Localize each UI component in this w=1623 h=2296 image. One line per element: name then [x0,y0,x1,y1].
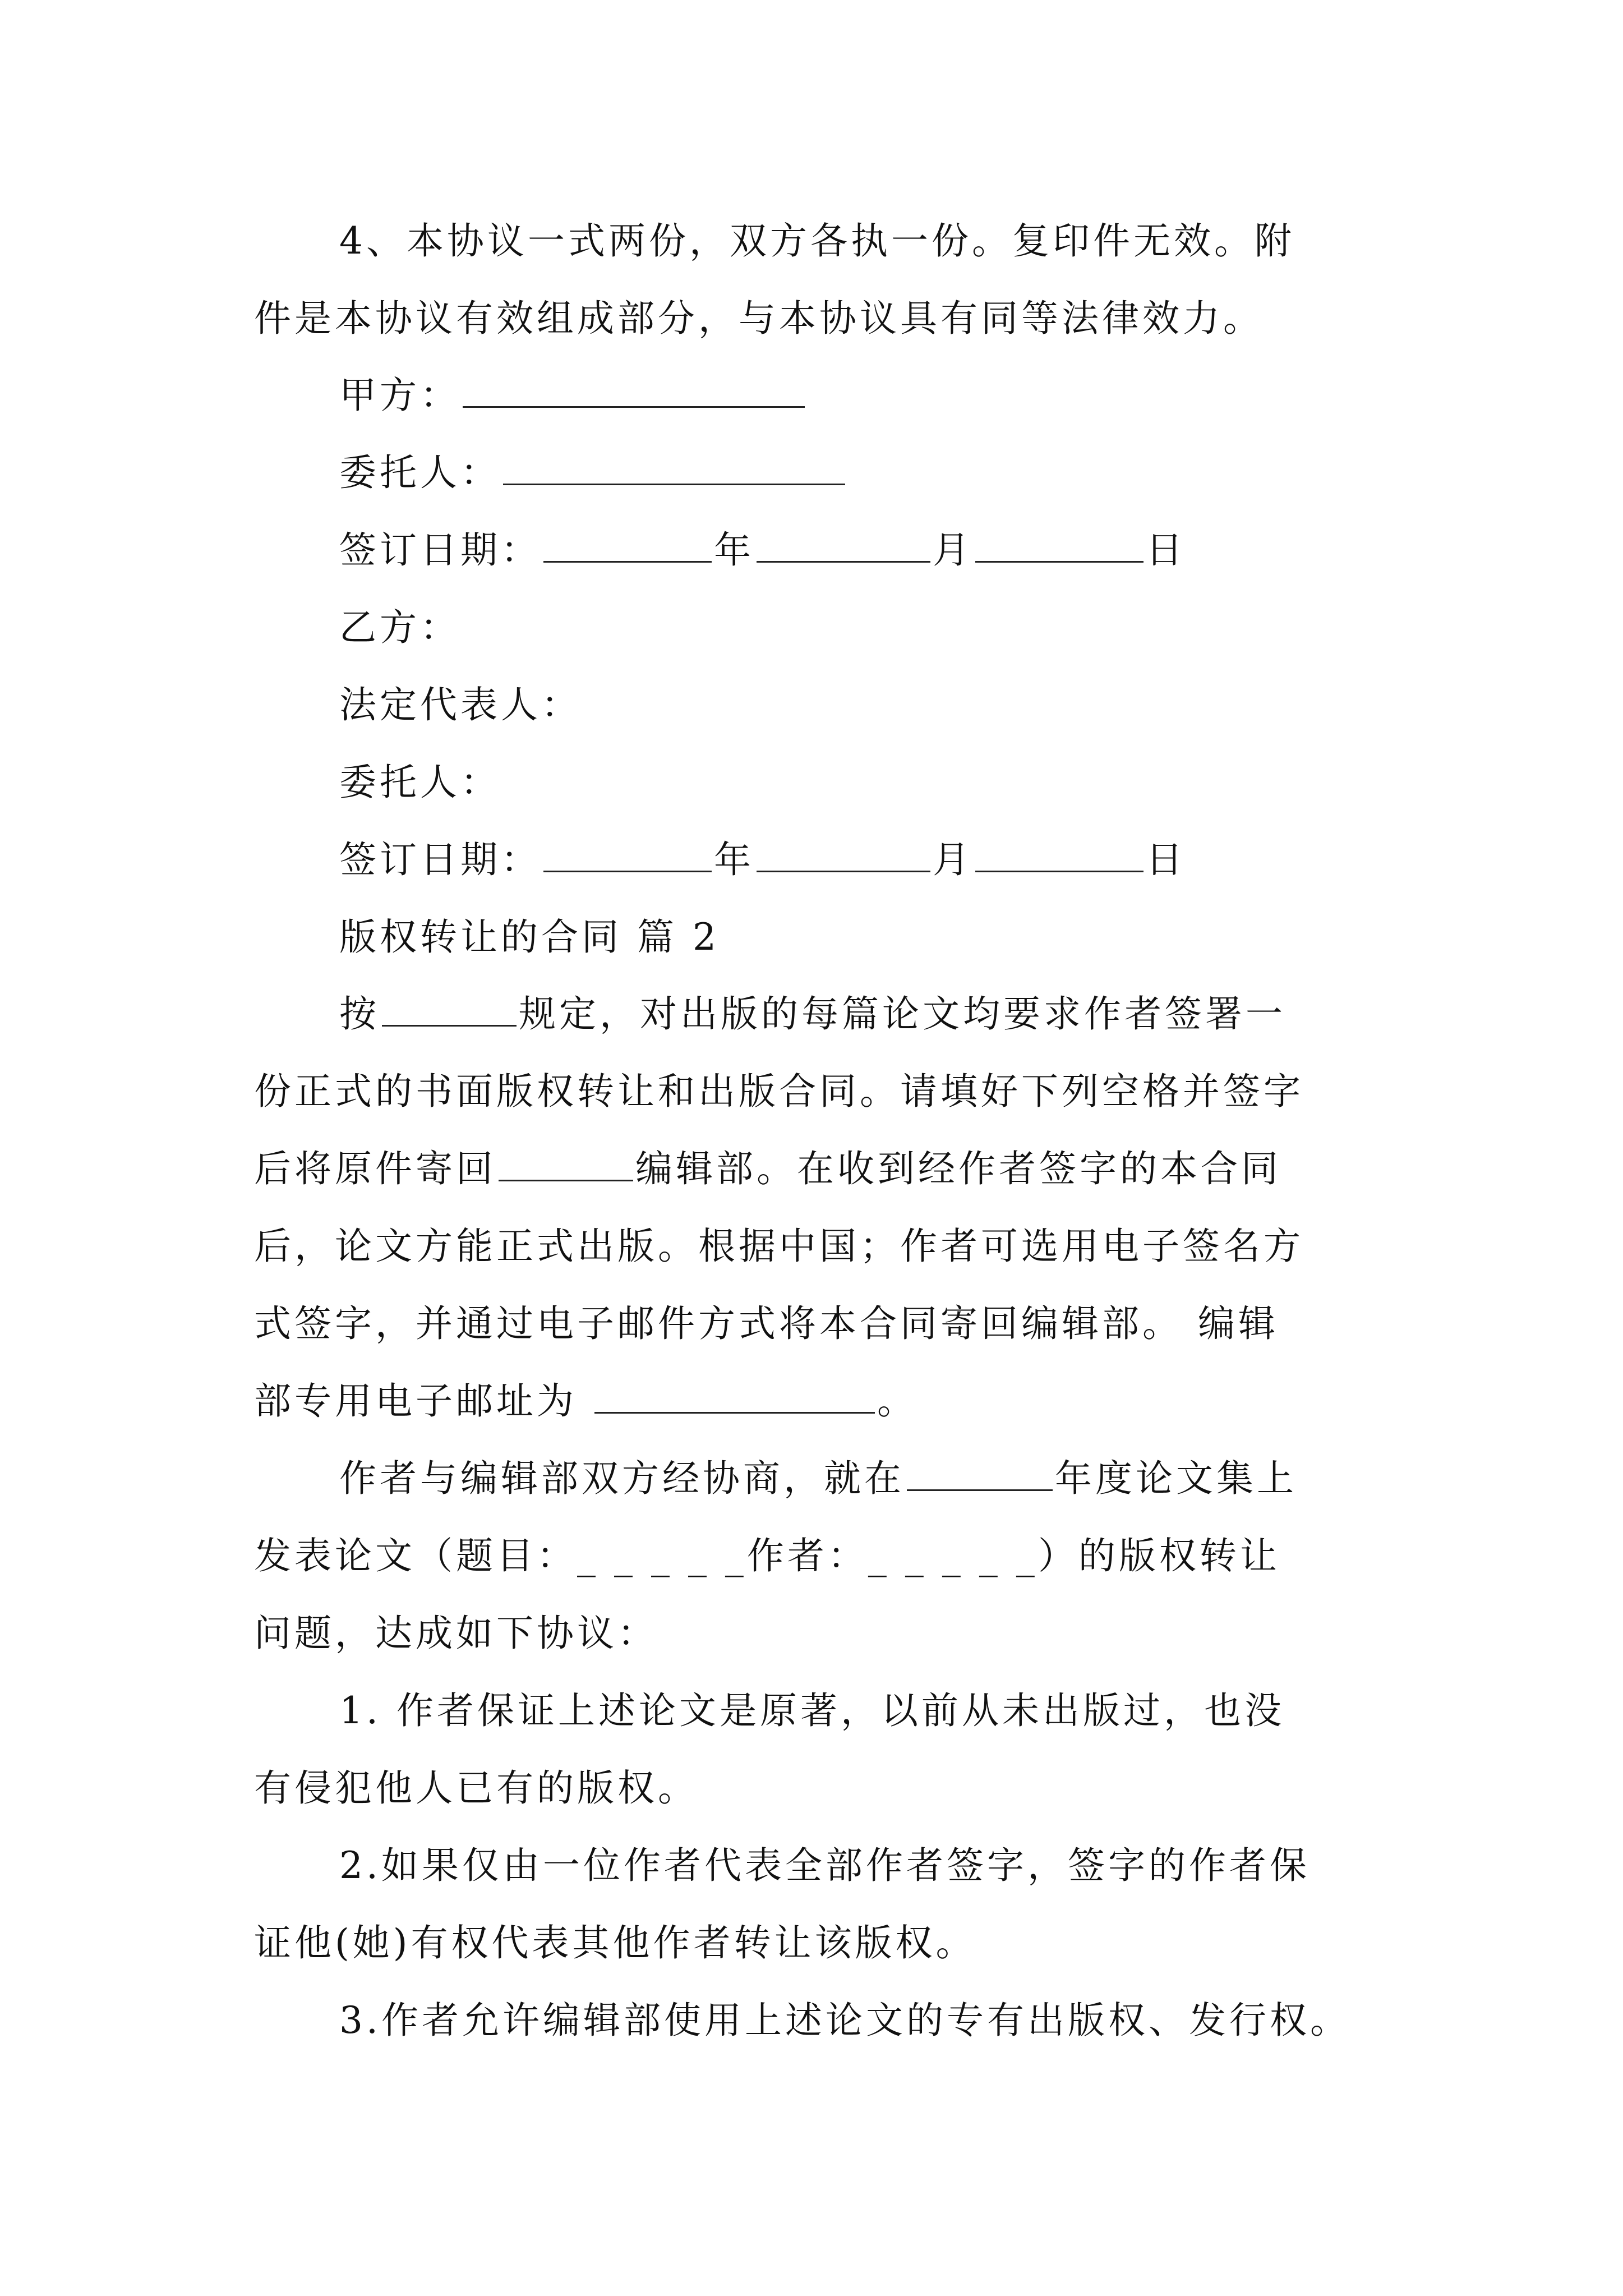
party-a-line [339,365,1467,426]
clause-4-line-1 [339,210,1467,272]
month-label: 月 [933,528,973,572]
item-2-line-1 [339,1835,1467,1897]
email-label: 部专用电子邮址为 [254,1379,592,1423]
month-blank[interactable] [757,524,930,563]
item-1-line-2 [254,1757,1381,1819]
party-b-agent-label: 委托人： [339,761,501,804]
para-2-text: 发表论文（题目：_ _ _ _ _作者：_ _ _ _ _）的版权转让 [254,1534,1280,1577]
party-b-date-line [339,829,1467,891]
para-2-line-2 [254,1525,1381,1587]
para-1-line-6 [254,1370,1381,1432]
section-title: 版权转让的合同 篇 2 [339,915,720,959]
party-a-label: 甲方： [339,374,460,417]
email-end: 。 [877,1379,917,1423]
year-label: 年 [714,528,754,572]
day-label: 日 [1146,838,1186,881]
para-1-text: 份正式的书面版权转让和出版合同。请填好下列空格并签字 [254,1070,1304,1113]
para-2-line-3 [254,1603,1381,1664]
party-b-label: 乙方： [339,606,460,649]
section-heading [339,907,1467,968]
item-2-line-2 [254,1912,1381,1974]
month-label: 月 [933,838,973,881]
para-1-text-a: 按 [339,992,380,1036]
party-a-agent-line [339,442,1467,504]
clause-4-line-2 [254,288,1381,349]
year-blank[interactable] [543,834,712,872]
item-2-text-cont: 证他(她)有权代表其他作者转让该版权。 [254,1921,976,1964]
para-2-text: 问题，达成如下协议： [254,1612,658,1655]
para-1-line-3 [254,1138,1381,1200]
party-a-agent-label: 委托人： [339,451,501,494]
date-label: 签订日期： [339,528,541,572]
regulation-blank[interactable] [382,988,517,1027]
item-1-line-1 [339,1680,1467,1742]
day-label: 日 [1146,528,1186,572]
para-2-text-a: 作者与编辑部双方经协商，就在 [339,1457,905,1500]
clause-4-text: 4、本协议一式两份，双方各执一份。复印件无效。附 [339,219,1295,263]
item-1-text-cont: 有侵犯他人已有的版权。 [254,1766,698,1810]
para-1-text-b: 规定，对出版的每篇论文均要求作者签署一 [519,992,1286,1036]
para-1-text: 式签字，并通过电子邮件方式将本合同寄回编辑部。 编辑 [254,1302,1279,1345]
para-1-line-5 [254,1293,1381,1355]
item-3-text: 3.作者允许编辑部使用上述论文的专有出版权、发行权。 [339,1999,1350,2042]
party-a-date-line [339,519,1467,581]
month-blank[interactable] [757,834,930,872]
day-blank[interactable] [975,834,1144,872]
para-2-text-b: 年度论文集上 [1055,1457,1297,1500]
legal-rep-label: 法定代表人： [339,683,582,726]
year-volume-blank[interactable] [907,1452,1053,1491]
para-1-text-c: 后将原件寄回 [254,1147,496,1190]
year-label: 年 [714,838,754,881]
para-2-line-1 [339,1448,1467,1510]
editorial-office-blank[interactable] [499,1143,633,1181]
item-3-line-1 [339,1990,1467,2051]
day-blank[interactable] [975,524,1144,563]
item-2-text: 2.如果仅由一位作者代表全部作者签字，签字的作者保 [339,1844,1310,1887]
party-b-line [339,597,1467,659]
para-1-line-2 [254,1061,1381,1122]
email-blank[interactable] [594,1375,875,1414]
party-a-agent-blank[interactable] [503,447,845,485]
para-1-line-4 [254,1216,1381,1277]
date-label: 签订日期： [339,838,541,881]
para-1-text-d: 编辑部。在收到经作者签字的本合同 [635,1147,1281,1190]
para-1-text: 后，论文方能正式出版。根据中国；作者可选用电子签名方 [254,1225,1304,1268]
legal-rep-line [339,674,1467,736]
party-a-blank[interactable] [463,369,805,408]
clause-4-text-cont: 件是本协议有效组成部分，与本协议具有同等法律效力。 [254,297,1264,340]
item-1-text: 1. 作者保证上述论文是原著，以前从未出版过，也没 [339,1689,1285,1732]
para-1-line-1 [339,983,1467,1045]
party-b-agent-line [339,752,1467,813]
year-blank[interactable] [543,524,712,563]
